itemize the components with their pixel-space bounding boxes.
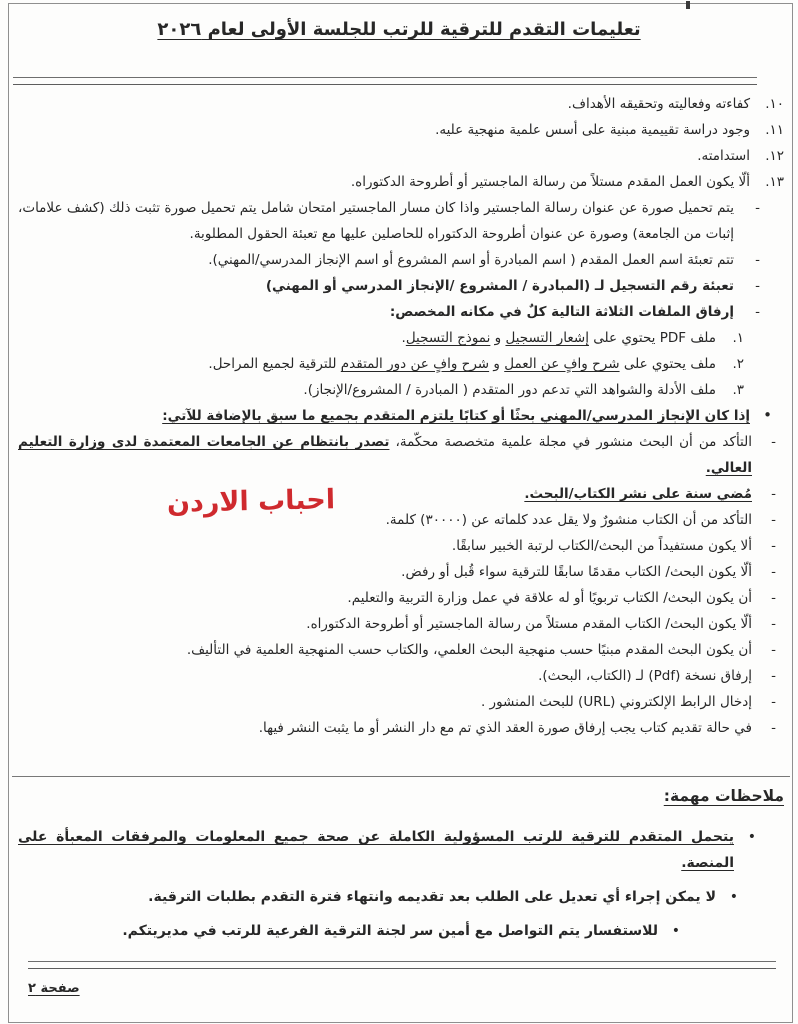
item-text: إرفاق نسخة (Pdf) لـ (الكتاب، البحث).: [538, 668, 752, 684]
list-item: [18, 507, 776, 533]
list-marker: -: [771, 486, 776, 502]
document-title: تعليمات التقدم للترقية للرتب للجلسة الأولى لعام ٢٠٢٦: [157, 19, 641, 40]
list-item: [18, 195, 760, 247]
item-text: إدخال الرابط الإلكتروني (URL) للبحث المنشور .: [480, 694, 752, 710]
item-text: لا يمكن إجراء أي تعديل على الطلب بعد تقديمه وانتهاء فترة التقدم بطلبات الترقية.: [148, 889, 716, 905]
list-marker: -: [771, 564, 776, 580]
item-text: ألّا يكون العمل المقدم مستلاً من رسالة الماجستير أو أطروحة الدكتوراه.: [350, 174, 750, 190]
list-marker: ٣.: [732, 382, 744, 398]
list-item: [18, 715, 776, 741]
item-text: ملف PDF يحتوي على إشعار التسجيل و نموذج التسجيل.: [401, 330, 716, 346]
list-marker: ١٢.: [765, 148, 784, 164]
list-item: [18, 169, 784, 195]
list-marker: •: [763, 406, 772, 424]
list-item: [18, 403, 772, 429]
notes-divider: [12, 776, 790, 777]
item-text: ملف يحتوي على شرح وافٍ عن العمل و شرح وافٍ عن دور المتقدم للترقية لجميع المراحل.: [208, 356, 716, 372]
item-text: يتم تحميل صورة عن عنوان رسالة الماجستير واذا كان مسار الماجستير امتحان شامل يتم تحميل صورة تثبت ذلك (كشف علامات، إثبات من الجامعة) وصورة عن عنوان أطروحة الدكتوراه للحاصلين عليها مع تعبئة الحقول المطلوبة.: [18, 200, 734, 242]
list-item: [18, 559, 776, 585]
list-marker: •: [729, 889, 738, 905]
list-item: [18, 637, 776, 663]
list-item: [18, 918, 680, 944]
list-marker: ٢.: [732, 356, 744, 372]
item-text: أن يكون البحث المقدم مبنيًا حسب منهجية البحث العلمي، والكتاب حسب المنهجية العلمية في التأليف.: [186, 642, 752, 658]
list-marker: -: [755, 304, 760, 320]
list-marker: •: [747, 829, 756, 845]
item-text: ألا يكون مستفيداً من البحث/الكتاب لرتبة الخبير سابقًا.: [451, 538, 752, 554]
list-item: [18, 325, 744, 351]
list-item: [18, 429, 776, 481]
instructions-list: [18, 91, 784, 741]
item-text: ألّا يكون البحث/ الكتاب المقدم مستلاً من رسالة الماجستير أو أطروحة الدكتوراه.: [306, 616, 752, 632]
list-marker: -: [771, 668, 776, 684]
list-item: [18, 143, 784, 169]
list-item: [18, 247, 760, 273]
item-text: التأكد من أن الكتاب منشورٌ ولا يقل عدد كلماته عن (٣٠٠٠٠) كلمة.: [385, 512, 752, 528]
list-item: [18, 351, 744, 377]
item-text: يتحمل المتقدم للترقية للرتب المسؤولية الكاملة عن صحة جميع المعلومات والمرفقات المعبأة على المنصة.: [18, 829, 734, 871]
notes-list: [18, 824, 784, 952]
item-text: مُضي سنة على نشر الكتاب/البحث.: [524, 486, 752, 502]
list-marker: •: [671, 923, 680, 939]
item-text: التأكد من أن البحث منشور في مجلة علمية متخصصة محكّمة، تصدر بانتظام عن الجامعات المعتمدة لدى وزارة التعليم العالي.: [18, 434, 752, 476]
item-text: تعبئة رقم التسجيل لـ (المبادرة / المشروع /الإنجاز المدرسي أو المهني): [265, 278, 734, 294]
list-item: [18, 533, 776, 559]
list-item: [18, 585, 776, 611]
list-marker: -: [755, 200, 760, 216]
item-text: وجود دراسة تقييمية مبنية على أسس علمية منهجية عليه.: [435, 122, 750, 138]
item-text: أن يكون البحث/ الكتاب تربويًا أو له علاقة في عمل وزارة التربية والتعليم.: [347, 590, 752, 606]
list-marker: -: [771, 616, 776, 632]
list-marker: ١٣.: [765, 174, 784, 190]
list-item: [18, 663, 776, 689]
list-item: [18, 377, 744, 403]
list-marker: ١.: [732, 330, 744, 346]
title-divider: [13, 77, 757, 85]
list-marker: -: [771, 694, 776, 710]
item-text: إرفاق الملفات الثلاثة التالية كلٌ في مكانه المخصص:: [389, 304, 734, 320]
list-item: [18, 481, 776, 507]
item-text: ألّا يكون البحث/ الكتاب مقدمًا سابقًا للترقية سواء قُبل أو رفض.: [401, 564, 752, 580]
list-item: [18, 91, 784, 117]
list-item: [18, 689, 776, 715]
watermark: احباب الاردن: [166, 484, 336, 519]
list-marker: ١٠.: [765, 96, 784, 112]
item-text: كفاءته وفعاليته وتحقيقه الأهداف.: [567, 96, 750, 112]
list-item: [18, 611, 776, 637]
notes-heading: ملاحظات مهمة:: [663, 787, 784, 805]
list-item: [18, 117, 784, 143]
footer-divider: [28, 961, 776, 969]
top-tick-mark: [686, 1, 690, 9]
item-text: إذا كان الإنجاز المدرسي/المهني بحثًا أو كتابًا يلتزم المتقدم بجميع ما سبق بالإضافة للآتي:: [162, 408, 750, 424]
item-text: للاستفسار يتم التواصل مع أمين سر لجنة الترقية الفرعية للرتب في مديريتكم.: [122, 923, 658, 939]
list-marker: -: [771, 512, 776, 528]
list-item: [18, 824, 756, 876]
item-text: في حالة تقديم كتاب يجب إرفاق صورة العقد الذي تم مع دار النشر أو ما يثبت النشر فيها.: [258, 720, 752, 736]
item-text: استدامته.: [697, 148, 750, 164]
list-marker: ١١.: [765, 122, 784, 138]
list-item: [18, 884, 738, 910]
list-item: [18, 299, 760, 325]
item-text: تتم تعبئة اسم العمل المقدم ( اسم المبادرة أو اسم المشروع أو اسم الإنجاز المدرسي/المهني).: [208, 252, 734, 268]
list-marker: -: [771, 720, 776, 736]
list-marker: -: [755, 252, 760, 268]
list-marker: -: [755, 278, 760, 294]
list-marker: -: [771, 538, 776, 554]
list-marker: -: [771, 642, 776, 658]
list-item: [18, 273, 760, 299]
item-text: ملف الأدلة والشواهد التي تدعم دور المتقدم ( المبادرة / المشروع/الإنجاز).: [303, 382, 716, 398]
list-marker: -: [771, 434, 776, 450]
page-number: صفحة ٢: [28, 981, 80, 996]
list-marker: -: [771, 590, 776, 606]
